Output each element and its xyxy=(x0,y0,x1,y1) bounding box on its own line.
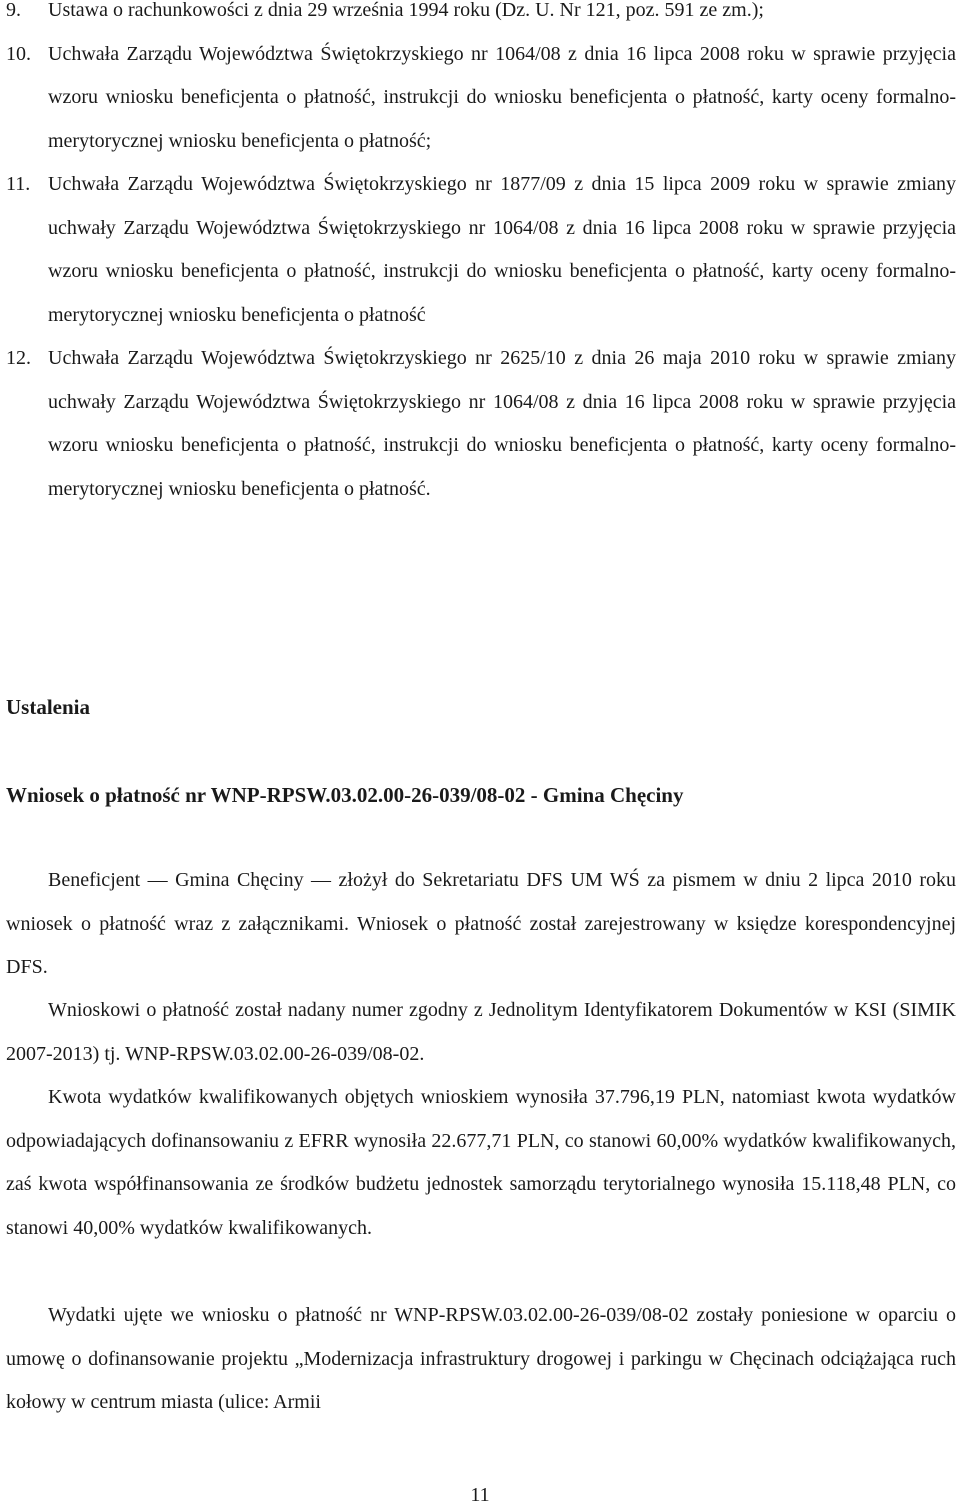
list-item xyxy=(6,0,956,33)
list-item-number: 12. xyxy=(6,347,31,369)
application-heading: Wniosek o płatność nr WNP-RPSW.03.02.00-26-039/08-02 - Gmina Chęciny xyxy=(6,783,684,807)
paragraph: Wydatki ujęte we wniosku o płatność nr WNP-RPSW.03.02.00-26-039/08-02 zostały poniesione w oparciu o umowę o dofinansowanie projektu „Modernizacja infrastruktury drogowej i parkingu w Chęcinach odciążająca ruch kołowy w centrum miasta (ulice: Armii xyxy=(6,1304,956,1413)
list-item-number: 11. xyxy=(6,173,31,195)
page-number: 11 xyxy=(470,1484,490,1506)
list-item xyxy=(6,163,956,337)
list-item xyxy=(6,337,956,511)
list-item xyxy=(6,33,956,164)
paragraph: Beneficjent — Gmina Chęciny — złożył do Sekretariatu DFS UM WŚ za pismem w dniu 2 lipca 2010 roku wniosek o płatność wraz z załącznikami. Wniosek o płatność został zarejestrowany w księdze korespondencyjnej DFS. xyxy=(6,869,956,978)
list-item-text: Uchwała Zarządu Województwa Świętokrzyskiego nr 2625/10 z dnia 26 maja 2010 roku w sprawie zmiany uchwały Zarządu Województwa Świętokrzyskiego nr 1064/08 z dnia 16 lipca 2008 roku w sprawie przyjęcia wzoru wniosku beneficjenta o płatność, instrukcji do wniosku beneficjenta o płatność, karty oceny formalno-merytorycznej wniosku beneficjenta o płatność. xyxy=(48,347,956,500)
legal-basis-list xyxy=(6,0,956,511)
list-item-number: 9. xyxy=(6,0,21,21)
list-item-number: 10. xyxy=(6,42,31,65)
list-item-text: Ustawa o rachunkowości z dnia 29 września 1994 roku (Dz. U. Nr 121, poz. 591 ze zm.); xyxy=(48,0,764,21)
list-item-text: Uchwała Zarządu Województwa Świętokrzyskiego nr 1064/08 z dnia 16 lipca 2008 roku w sprawie przyjęcia wzoru wniosku beneficjenta o płatność, instrukcji do wniosku beneficjenta o płatność, karty oceny formalno-merytorycznej wniosku beneficjenta o płatność; xyxy=(48,42,956,152)
paragraph: Kwota wydatków kwalifikowanych objętych wnioskiem wynosiła 37.796,19 PLN, natomiast kwota wydatków odpowiadających dofinansowaniu z EFRR wynosiła 22.677,71 PLN, co stanowi 60,00% wydatków kwalifikowanych, zaś kwota współfinansowania ze środków budżetu jednostek samorządu terytorialnego wynosiła 15.118,48 PLN, co stanowi 40,00% wydatków kwalifikowanych. xyxy=(6,1086,956,1239)
section-heading: Ustalenia xyxy=(6,695,90,719)
paragraph: Wnioskowi o płatność został nadany numer zgodny z Jednolitym Identyfikatorem Dokumentów w KSI (SIMIK 2007-2013) tj. WNP-RPSW.03.02.00-26-039/08-02. xyxy=(6,999,956,1065)
list-item-text: Uchwała Zarządu Województwa Świętokrzyskiego nr 1877/09 z dnia 15 lipca 2009 roku w sprawie zmiany uchwały Zarządu Województwa Świętokrzyskiego nr 1064/08 z dnia 16 lipca 2008 roku w sprawie przyjęcia wzoru wniosku beneficjenta o płatność, instrukcji do wniosku beneficjenta o płatność, karty oceny formalno-merytorycznej wniosku beneficjenta o płatność xyxy=(48,173,956,326)
